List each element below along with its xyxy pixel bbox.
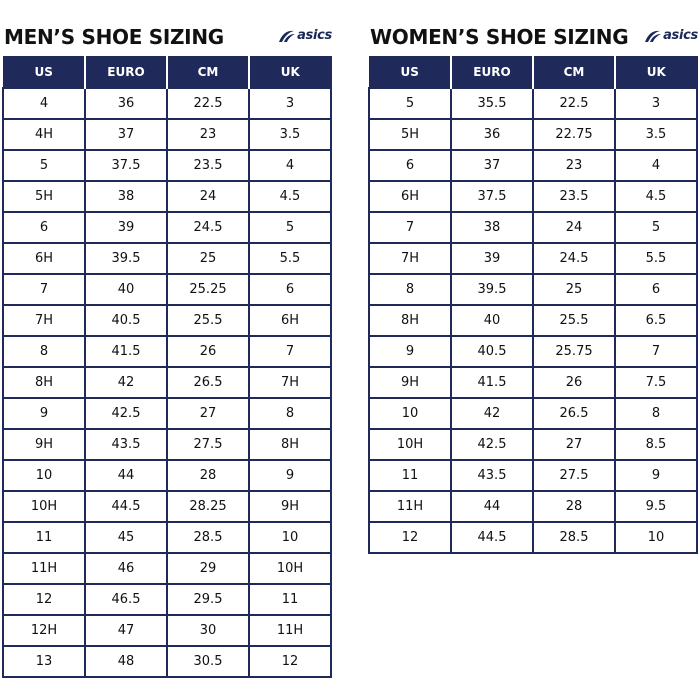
size-cell-euro: 46.5	[85, 584, 167, 615]
womens-size-table	[368, 56, 698, 554]
size-cell-euro: 38	[85, 181, 167, 212]
table-row	[369, 429, 697, 460]
table-row	[369, 460, 697, 491]
size-cell-euro: 45	[85, 522, 167, 553]
size-cell-euro: 43.5	[451, 460, 533, 491]
womens-sizing-panel	[368, 0, 698, 554]
size-cell-cm: 25.25	[167, 274, 249, 305]
size-cell-us: 8H	[3, 367, 85, 398]
table-row	[3, 181, 331, 212]
womens-title: WOMEN’S SHOE SIZING	[370, 25, 629, 49]
table-row	[369, 274, 697, 305]
womens-header	[368, 0, 698, 56]
size-cell-euro: 38	[451, 212, 533, 243]
size-cell-us: 7	[369, 212, 451, 243]
table-row	[369, 491, 697, 522]
column-header-cm: CM	[167, 57, 249, 89]
table-row	[3, 460, 331, 491]
size-cell-us: 7H	[369, 243, 451, 274]
size-cell-us: 4	[3, 88, 85, 119]
column-header-euro: EURO	[85, 57, 167, 89]
size-cell-cm: 28	[167, 460, 249, 491]
size-cell-cm: 26	[533, 367, 615, 398]
size-cell-us: 7H	[3, 305, 85, 336]
table-row	[3, 274, 331, 305]
size-cell-euro: 40	[85, 274, 167, 305]
size-cell-euro: 37	[451, 150, 533, 181]
column-header-us: US	[3, 57, 85, 89]
mens-table-body	[3, 88, 331, 677]
size-cell-us: 4H	[3, 119, 85, 150]
size-cell-euro: 39	[85, 212, 167, 243]
size-cell-us: 6	[3, 212, 85, 243]
table-row	[369, 212, 697, 243]
size-cell-uk: 4.5	[615, 181, 697, 212]
asics-logo	[278, 28, 332, 43]
size-cell-uk: 7.5	[615, 367, 697, 398]
size-cell-us: 8	[3, 336, 85, 367]
size-cell-cm: 25	[533, 274, 615, 305]
size-cell-us: 11	[369, 460, 451, 491]
size-cell-us: 11H	[369, 491, 451, 522]
table-row	[369, 522, 697, 553]
size-cell-uk: 5.5	[249, 243, 331, 274]
size-cell-uk: 9.5	[615, 491, 697, 522]
column-header-uk: UK	[249, 57, 331, 89]
table-row	[3, 150, 331, 181]
size-cell-euro: 42	[85, 367, 167, 398]
size-cell-euro: 44.5	[85, 491, 167, 522]
size-cell-us: 13	[3, 646, 85, 677]
table-row	[3, 88, 331, 119]
size-cell-cm: 24.5	[167, 212, 249, 243]
size-cell-us: 9	[369, 336, 451, 367]
size-cell-euro: 44	[85, 460, 167, 491]
size-cell-us: 10H	[369, 429, 451, 460]
size-cell-us: 5H	[369, 119, 451, 150]
size-cell-us: 9H	[3, 429, 85, 460]
size-cell-uk: 8	[249, 398, 331, 429]
table-row	[3, 522, 331, 553]
size-cell-cm: 23	[167, 119, 249, 150]
size-cell-us: 10	[369, 398, 451, 429]
asics-logo	[644, 28, 698, 43]
table-row	[3, 243, 331, 274]
size-cell-euro: 42.5	[85, 398, 167, 429]
size-cell-cm: 26.5	[167, 367, 249, 398]
size-cell-euro: 47	[85, 615, 167, 646]
size-cell-uk: 7H	[249, 367, 331, 398]
size-cell-euro: 39.5	[85, 243, 167, 274]
size-cell-cm: 27	[533, 429, 615, 460]
mens-size-table	[2, 56, 332, 678]
size-cell-cm: 30.5	[167, 646, 249, 677]
mens-table-head	[3, 57, 331, 89]
size-cell-us: 12	[3, 584, 85, 615]
size-cell-cm: 28	[533, 491, 615, 522]
size-cell-us: 6H	[3, 243, 85, 274]
size-cell-us: 11	[3, 522, 85, 553]
size-cell-cm: 26	[167, 336, 249, 367]
table-row	[3, 305, 331, 336]
size-cell-uk: 12	[249, 646, 331, 677]
brand-name: asics	[663, 28, 698, 43]
size-cell-euro: 48	[85, 646, 167, 677]
column-header-cm: CM	[533, 57, 615, 89]
size-cell-us: 12	[369, 522, 451, 553]
size-cell-uk: 9H	[249, 491, 331, 522]
size-cell-us: 10H	[3, 491, 85, 522]
size-cell-cm: 24.5	[533, 243, 615, 274]
size-cell-uk: 7	[615, 336, 697, 367]
table-row	[369, 336, 697, 367]
size-cell-euro: 40.5	[451, 336, 533, 367]
size-cell-uk: 10H	[249, 553, 331, 584]
size-cell-cm: 25	[167, 243, 249, 274]
size-cell-us: 8H	[369, 305, 451, 336]
size-cell-us: 5	[3, 150, 85, 181]
size-cell-cm: 23.5	[167, 150, 249, 181]
table-row	[3, 336, 331, 367]
table-row	[3, 212, 331, 243]
size-cell-uk: 6	[615, 274, 697, 305]
size-cell-uk: 4.5	[249, 181, 331, 212]
size-cell-us: 9	[3, 398, 85, 429]
size-cell-uk: 3	[249, 88, 331, 119]
size-cell-euro: 35.5	[451, 88, 533, 119]
size-cell-euro: 44.5	[451, 522, 533, 553]
size-cell-euro: 39.5	[451, 274, 533, 305]
table-row	[369, 367, 697, 398]
womens-table-body	[369, 88, 697, 553]
size-cell-uk: 5.5	[615, 243, 697, 274]
size-cell-us: 11H	[3, 553, 85, 584]
size-cell-cm: 22.5	[533, 88, 615, 119]
size-cell-cm: 26.5	[533, 398, 615, 429]
size-cell-euro: 42	[451, 398, 533, 429]
size-cell-euro: 37.5	[85, 150, 167, 181]
size-cell-cm: 24	[167, 181, 249, 212]
table-row	[369, 181, 697, 212]
size-cell-euro: 40	[451, 305, 533, 336]
size-cell-us: 5	[369, 88, 451, 119]
table-row	[3, 584, 331, 615]
size-cell-cm: 25.5	[533, 305, 615, 336]
size-cell-cm: 29	[167, 553, 249, 584]
size-cell-us: 7	[3, 274, 85, 305]
size-cell-euro: 40.5	[85, 305, 167, 336]
size-cell-uk: 11H	[249, 615, 331, 646]
table-row	[3, 119, 331, 150]
table-row	[3, 398, 331, 429]
table-row	[369, 88, 697, 119]
asics-stripes-icon	[278, 29, 296, 43]
size-cell-uk: 4	[615, 150, 697, 181]
size-cell-cm: 24	[533, 212, 615, 243]
size-cell-uk: 10	[249, 522, 331, 553]
size-cell-cm: 29.5	[167, 584, 249, 615]
size-cell-cm: 28.5	[167, 522, 249, 553]
table-row	[3, 646, 331, 677]
size-cell-uk: 9	[249, 460, 331, 491]
table-row	[3, 429, 331, 460]
column-header-euro: EURO	[451, 57, 533, 89]
size-cell-cm: 28.25	[167, 491, 249, 522]
size-cell-euro: 36	[451, 119, 533, 150]
size-cell-us: 8	[369, 274, 451, 305]
size-cell-uk: 8H	[249, 429, 331, 460]
size-cell-uk: 10	[615, 522, 697, 553]
mens-sizing-panel	[2, 0, 332, 678]
womens-table-head	[369, 57, 697, 89]
size-cell-us: 6H	[369, 181, 451, 212]
size-cell-us: 12H	[3, 615, 85, 646]
size-cell-cm: 27.5	[533, 460, 615, 491]
size-cell-euro: 42.5	[451, 429, 533, 460]
size-cell-euro: 39	[451, 243, 533, 274]
table-row	[3, 553, 331, 584]
size-cell-euro: 44	[451, 491, 533, 522]
size-cell-uk: 8	[615, 398, 697, 429]
size-cell-uk: 4	[249, 150, 331, 181]
table-row	[369, 398, 697, 429]
size-cell-cm: 28.5	[533, 522, 615, 553]
size-cell-us: 9H	[369, 367, 451, 398]
mens-header	[2, 0, 332, 56]
size-cell-us: 10	[3, 460, 85, 491]
table-row	[369, 119, 697, 150]
size-cell-euro: 43.5	[85, 429, 167, 460]
column-header-uk: UK	[615, 57, 697, 89]
mens-title: MEN’S SHOE SIZING	[4, 25, 224, 49]
size-cell-euro: 46	[85, 553, 167, 584]
table-row	[3, 491, 331, 522]
size-cell-cm: 30	[167, 615, 249, 646]
table-row	[369, 243, 697, 274]
size-cell-uk: 6	[249, 274, 331, 305]
size-cell-euro: 41.5	[451, 367, 533, 398]
column-header-us: US	[369, 57, 451, 89]
size-cell-cm: 23.5	[533, 181, 615, 212]
brand-name: asics	[297, 28, 332, 43]
size-cell-uk: 3.5	[615, 119, 697, 150]
size-cell-us: 6	[369, 150, 451, 181]
size-cell-cm: 27.5	[167, 429, 249, 460]
size-cell-uk: 5	[615, 212, 697, 243]
size-cell-cm: 22.75	[533, 119, 615, 150]
table-row	[3, 367, 331, 398]
table-row	[3, 615, 331, 646]
size-cell-uk: 6.5	[615, 305, 697, 336]
size-cell-cm: 22.5	[167, 88, 249, 119]
size-cell-uk: 8.5	[615, 429, 697, 460]
size-cell-uk: 11	[249, 584, 331, 615]
size-cell-uk: 3	[615, 88, 697, 119]
size-cell-uk: 9	[615, 460, 697, 491]
size-cell-euro: 41.5	[85, 336, 167, 367]
asics-stripes-icon	[644, 29, 662, 43]
size-cell-cm: 25.75	[533, 336, 615, 367]
size-cell-cm: 27	[167, 398, 249, 429]
size-cell-uk: 5	[249, 212, 331, 243]
size-cell-euro: 36	[85, 88, 167, 119]
size-cell-cm: 23	[533, 150, 615, 181]
size-cell-euro: 37	[85, 119, 167, 150]
size-cell-uk: 6H	[249, 305, 331, 336]
size-cell-uk: 7	[249, 336, 331, 367]
size-cell-us: 5H	[3, 181, 85, 212]
size-cell-cm: 25.5	[167, 305, 249, 336]
size-cell-uk: 3.5	[249, 119, 331, 150]
size-cell-euro: 37.5	[451, 181, 533, 212]
table-row	[369, 305, 697, 336]
table-row	[369, 150, 697, 181]
